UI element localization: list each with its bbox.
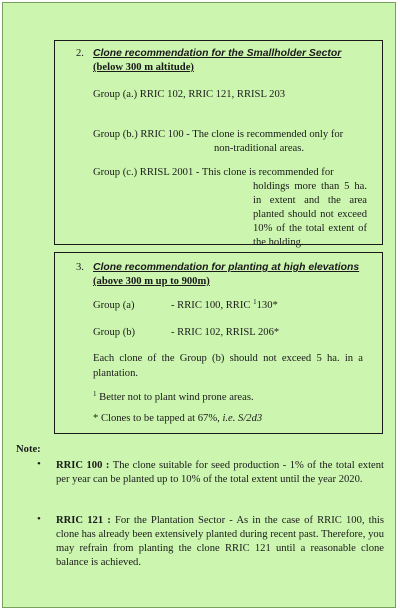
section-3-clone-note: Each clone of the Group (b) should not exceed 5 ha. in a plantation. — [93, 353, 363, 379]
section-3-title: Clone recommendation for planting at high elevations — [93, 262, 360, 273]
section-3-tap-note: * Clones to be tapped at 67%, i.e. S/2d3 — [93, 413, 263, 424]
section-3-subtitle: (above 300 m up to 900m) — [93, 276, 210, 287]
note-2-text: RRIC 121 : For the Plantation Sector - As in the case of RRIC 100, this clone has already been extensively planted during recent past. Therefore, you may refrain from planting the clone RRIC 121 until a reasonable clone balance is achieved. — [56, 515, 384, 568]
section-3-group-b-value: - RRIC 102, RRISL 206* — [171, 327, 280, 338]
section-3-group-a-value: - RRIC 100, RRIC $^1$130* — [171, 298, 278, 311]
section-2-title: Clone recommendation for the Smallholder Sector — [93, 48, 342, 59]
section-3-footnote: $^1$ Better not to plant wind prone areas. — [93, 390, 254, 403]
note-1-bullet: • — [37, 458, 41, 470]
section-2-number: 2. — [76, 48, 84, 59]
section-2-group-b-cont: non-traditional areas. — [214, 143, 305, 154]
section-3-number: 3. — [76, 262, 84, 273]
section-2-group-b-lead: Group (b.) RRIC 100 - The clone is recommended only for — [93, 129, 344, 140]
section-2-group-c-lead: Group (c.) RRISL 2001 - This clone is recommended for — [93, 167, 334, 178]
section-2-group-c-cont: holdings more than 5 ha. in extent and the area planted should not exceed 10% of the total extent of the holding. — [253, 181, 367, 248]
section-2-subtitle: (below 300 m altitude) — [93, 62, 194, 73]
section-3-group-b-label: Group (b) — [93, 327, 136, 338]
note-2-bullet: • — [37, 513, 41, 525]
section-3-group-a-label: Group (a) — [93, 300, 135, 311]
section-2-group-a: Group (a.) RRIC 102, RRIC 121, RRISL 203 — [93, 89, 286, 100]
note-1-text: RRIC 100 : The clone suitable for seed production - 1% of the total extent per year can be planted up to 10% of the total extent until the year 2020. — [56, 460, 384, 485]
notes-heading: Note: — [16, 444, 41, 455]
document-page — [2, 2, 396, 608]
